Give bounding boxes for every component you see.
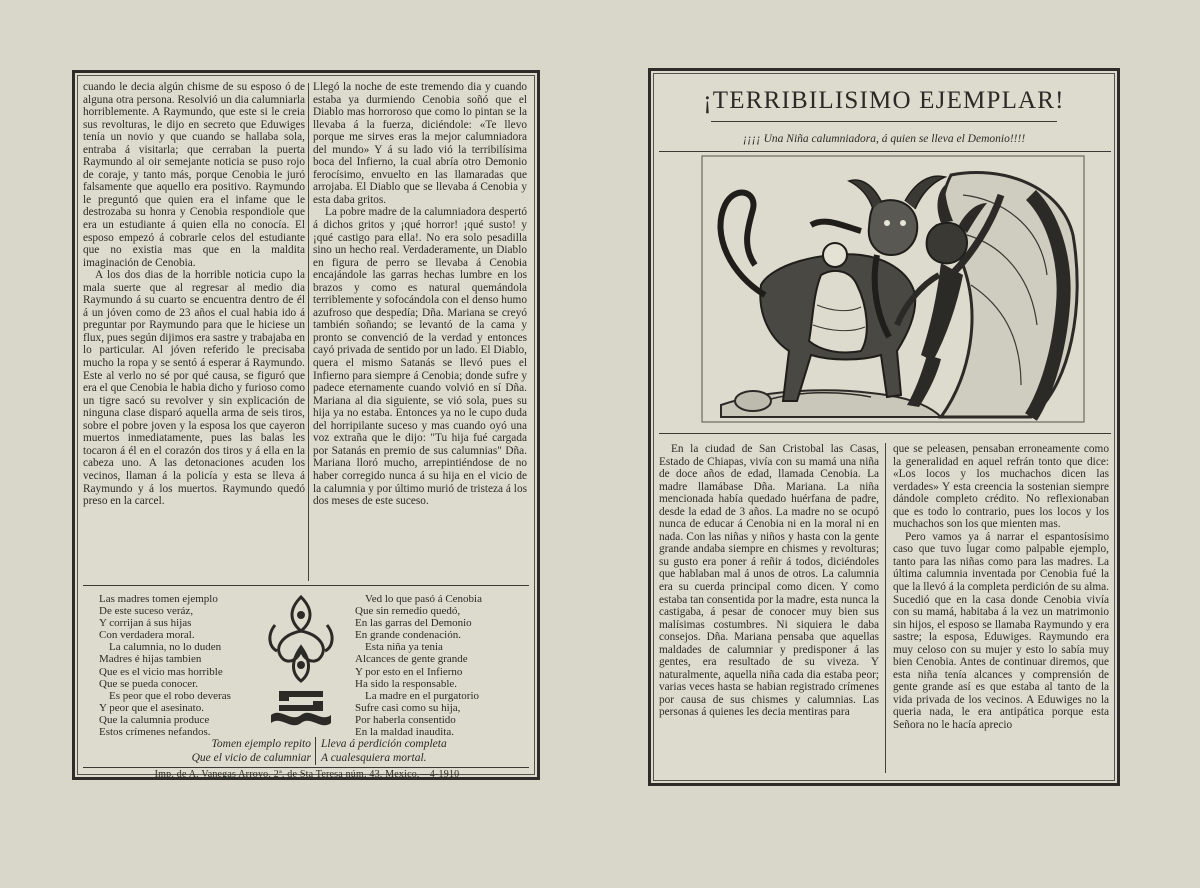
illustration-rule xyxy=(659,433,1111,434)
verse-line: Es peor que el robo deveras xyxy=(109,689,231,702)
couplet-line: A cualesquiera mortal. xyxy=(321,752,427,764)
verse-line: De este suceso veráz, xyxy=(99,605,194,618)
paragraph: A los dos dias de la horrible noticia cupo la mala suerte que al regresar al medio dia Raymundo á su cuarto se encuentra dentro de él á un jóven como de 23 años el cual habia ido á preguntar por Raymundo para que le hiciese un flux, pues según dijimos era sastre y trabajaba en lo particular. Al jóven referido le precisaba mucho la ropa y se sentó á esperar á Raymundo. Este al verlo no sé por qué causa, se figuró que era el que Cenobia le habia dicho y furioso como un tigre sacó su revolver y sin explicación de ninguna clase disparó aquella arma de seis tiros, sobre el pobre joven y la esposa los que cayeron muertos inmediatamente, pues las balas les tocaron á él en el corazón dos tiros y á ella en la cabeza uno. A las detonaciones acuden los vecinos, llaman á la policía y esta se lleva á Raymundo y á los muertos. Raymundo quedó preso en la carcel. xyxy=(83,269,305,508)
story-column-4 xyxy=(893,443,1109,773)
paragraph: La pobre madre de la calumniadora despertó á dichos gritos y ¡qué horror! ¡qué susto! y ¡qué castigo para ella!. No era solo pesadilla sino un hecho real. Verdaderamente, un Diablo en figura de perro se llevaba á Cenobia encajándole las garras hechas lumbre en los brazos y como es natural quemándola terriblemente y sofocándola con el denso humo azufroso que despedía; Dña. Mariana se creyó también soñando; se levantó de la cama y pronto se convenció de la verdad y entonces cayó privada de sentido por un lado. El Diablo, quera el mismo Satanás se llevó pues el Infierno para siempre á Cenobia; donde sufre y padece eternamente cuando volvió en sí Dña. Mariana al dia siguiente, se vió sola, pues su hija ya no estaba. Entonces ya no le cupo duda del horripilante suceso y mas cuando oyó una voz extraña que le dijo: "Tu hija fué cargada por Satanás en premio de sus calumnias" Dña. Mariana lloró mucho, arrepintiéndose de no haber corregido nunca á su hija en el vicio de la calumnia y por último murió de tristeza á los dos meses de este suceso. xyxy=(313,206,527,508)
couplet-divider xyxy=(315,737,316,765)
verse-line: Las madres tomen ejemplo xyxy=(99,593,218,605)
verse-right xyxy=(355,593,535,738)
paragraph: En la ciudad de San Cristobal las Casas, Estado de Chiapas, vivía con su mamá una niña de doce años de edad, llamada Cenobia. La madre llamábase Dña. Mariana. La niña mencionada había quedado huérfana de padre, desde la edad de 3 años. La madre no se ocupó nunca de educar á Cenobia ni en la moral ni en nada. Con las niñas y niños y hasta con la gente grande andaba siempre en chismes y revolturas; su gusto era poner á reñir á todos, diciéndoles que hablaban mal á unos de otros. La calumnia era su cuerda principal como dicen. Y como estaba tan consentida por la madre, esta nunca la castigaba, á pesar de conocer muy bien sus malísimas costumbres. Ni siquiera le daba consejos. Dña. Mariana pensaba que aquellas maldades de calumniar y predisponer á las gentes, era resultado de su viveza. Y naturalmente, aquella niña cada dia estaba peor; varias veces hasta se habian registrado crímenes por causa de sus chismes y calumnias. Las personas á quienes les decia mentiras para xyxy=(659,443,879,719)
verse-line: Ha sido la responsable. xyxy=(355,677,458,690)
verse-line: Sufre casi como su hija, xyxy=(355,701,461,714)
verse-line: Esta niña ya tenia xyxy=(365,641,443,654)
ornament-icon xyxy=(261,591,341,731)
column-divider xyxy=(885,443,886,773)
page-subtitle: ¡¡¡¡ Una Niña calumniadora, á quien se lleva el Demonio!!!! xyxy=(742,133,1026,145)
paragraph: que se peleasen, pensaban erroneamente como la generalidad en aquel refrán tonto que dice: «Los locos y los muchachos dicen las verdades» Y esta creencia la sostenian siempre dándole completo crédito. No reflexionaban que es todo lo contrario, pues los locos y los muchachos son los que mienten mas. xyxy=(893,443,1109,531)
column-divider xyxy=(308,83,309,581)
right-page xyxy=(648,68,1120,786)
paragraph: Pero vamos ya á narrar el espantosísimo caso que tuvo lugar como palpable ejemplo, tanto para las niñas como para las madres. La última calumnia inventada por Cenobia fué la que la llevó á la completa perdición de su alma. Sucedió que en la casa donde Cenobia vivía con su mamá, habitaba á la vez un matrimonio sin hijos, el esposo se llamaba Raymundo y era sastre; la esposa, Eduwiges. Raymundo era muy celoso con su mujer y esto lo sabía muy bien Cenobia. Antes de continuar diremos, que esta niña tenía alcances y comprensión de gente grande así es que estaba al tanto de la vida privada de los vecinos. A Eduwiges no la queria nada, le era antipática porque esta Señora no le hacía aprecio xyxy=(893,530,1109,732)
verse-line: Con verdadera moral. xyxy=(99,629,195,642)
verse-line: Que la calumnia produce xyxy=(99,713,210,726)
verse-line: Que es el vicio mas horrible xyxy=(99,665,223,678)
couplet-line: Lleva á perdición completa xyxy=(321,738,447,750)
verse-line: En las garras del Demonio xyxy=(355,617,472,630)
moral-couplet-left xyxy=(167,737,311,765)
verse-line: En grande condenación. xyxy=(355,629,461,642)
title-rule xyxy=(711,121,1057,122)
story-column-3 xyxy=(659,443,879,773)
footer-divider xyxy=(83,767,529,768)
verse-line: Estos crímenes nefandos. xyxy=(99,726,211,739)
verse-line: La calumnia, no lo duden xyxy=(109,641,222,654)
verse-line: Por haberla consentido xyxy=(355,713,456,726)
page-title: ¡TERRIBILISIMO EJEMPLAR! xyxy=(703,87,1065,114)
story-column-2 xyxy=(313,81,527,581)
left-page xyxy=(72,70,540,780)
verse-line: Que sin remedio quedó, xyxy=(355,605,461,618)
verse-line: Alcances de gente grande xyxy=(355,653,468,666)
verse-line: Y por esto en el Infierno xyxy=(355,665,463,678)
verse-line: La madre en el purgatorio xyxy=(365,689,480,702)
verse-line: Y peor que el asesinato. xyxy=(99,701,204,714)
verse-line: Madres é hijas tambien xyxy=(99,653,202,666)
devil-engraving-image xyxy=(701,155,1085,423)
verse-line: Y corrijan á sus hijas xyxy=(99,617,192,630)
verse-line: Ved lo que pasó á Cenobia xyxy=(365,593,482,605)
paragraph: cuando le decia algún chisme de su esposo ó de alguna otra persona. Resolvió un dia calumniarla horriblemente. A Raymundo, que este si le creia sus revolturas, le dijo en secreto que Eduwiges tenía un novio y que cuando se hallaba sola, entraba á visitarla; que cerraban la puerta Raymundo al oir semejante noticia se puso rojo de coraje, y tanto más, porque Cenobia le juró falsamente que aquello era positivo. Raymundo le preguntó que quien era el infame que le destrozaba su honra y Cenobia respondiole que era un estudiante á quien ella no conocía. El esposo empezó á cobrarle celos del estudiante que no existia mas que en la maldita imaginación de Cenobia. xyxy=(83,81,305,269)
verse-left xyxy=(99,593,269,738)
moral-couplet-right xyxy=(321,737,481,765)
paragraph: Llegó la noche de este tremendo dia y cuando estaba ya durmiendo Cenobia soñó que el Diablo mas horroroso que como lo pintan se la llevaba á la fuerza, diciéndole: «Te llevo porque me sirves eras la mejor calumniadora del mundo» Y á su lado vió la terribilísima boca del Infierno, la cual abría otro Demonio ferocísimo, envuelto en las llamaradas que arrojaba. El Diablo que se llevaba á Cenobia y esta daba gritos. xyxy=(313,81,527,206)
section-divider xyxy=(83,585,529,586)
verse-line: En la maldad inaudita. xyxy=(355,726,454,739)
subtitle-rule xyxy=(659,151,1111,152)
verse-line: Que se pueda conocer. xyxy=(99,677,198,690)
imprint-line: Imp. de A. Vanegas Arroyo. 2ª. de Sta Teresa núm. 43. Mexico.—4-1910 xyxy=(154,769,460,780)
story-column-1 xyxy=(83,81,305,581)
couplet-line: Que el vicio de calumniar xyxy=(191,752,311,764)
couplet-line: Tomen ejemplo repito xyxy=(211,738,311,750)
